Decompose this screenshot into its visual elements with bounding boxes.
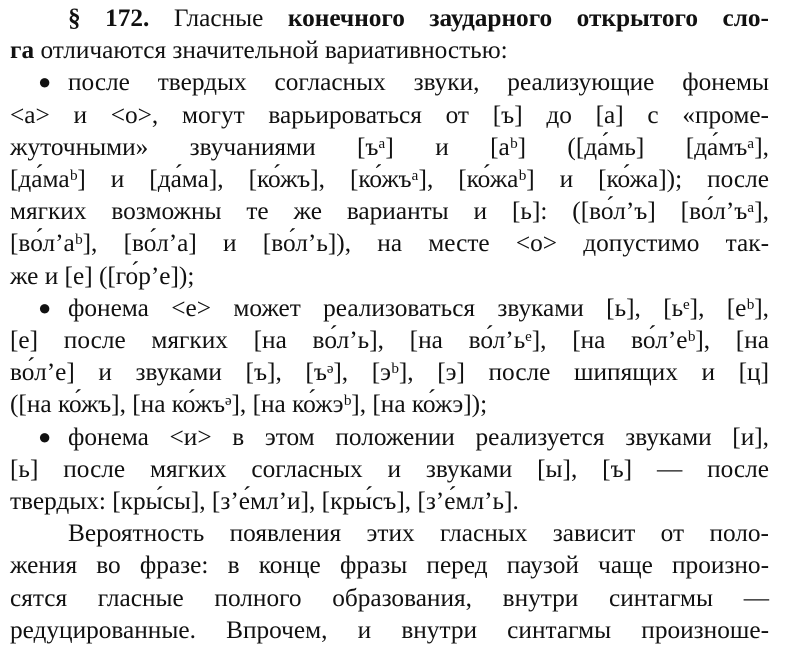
bullet-line: [во́л’аᵇ], [во́л’а] и [во́л’ь]), на месте <о> допустимо так-: [10, 229, 769, 258]
bullet-line: [10, 66, 769, 98]
bullet-icon: ●: [38, 423, 52, 449]
paragraph-line: редуцированные. Впрочем, и внутри синтагмы произноше-: [10, 615, 769, 644]
bullet-line: [да́маᵇ] и [да́ма], [ко́жъ], [ко́жъᵃ], [ко́жаᵇ] и [ко́жа]); после: [10, 165, 769, 194]
paragraph-line: жения во фразе: в конце фразы перед паузой чаще произно-: [10, 551, 769, 580]
bullet-icon: ●: [38, 294, 52, 320]
bullet-text: после твердых согласных звуки, реализующие фонемы: [68, 68, 769, 97]
paragraph-line: Вероятность появления этих гласных зависит от поло-: [68, 519, 769, 548]
bullet-line: [ь] после мягких согласных и звуками [ы], [ъ] — после: [10, 454, 769, 483]
closing-paragraph: [10, 517, 769, 646]
bullet-line: [е] после мягких [на во́л’ь], [на во́л’ьᵉ], [на во́л’еᵇ], [на: [10, 326, 769, 355]
bold-term-end: га: [10, 36, 35, 65]
bullet-line: во́л’е] и звуками [ъ], [ъᵊ], [эᵇ], [э] после шипящих и [ц]: [10, 358, 769, 387]
bullet-item: [10, 292, 769, 421]
bullet-text: фонема <е> может реализоваться звуками [ь], [ьᵉ], [еᵇ],: [68, 293, 769, 322]
bold-term: конечного заударного открытого сло-: [287, 4, 769, 32]
bullet-text: фонема <и> в этом положении реализуется звуками [и],: [68, 422, 769, 451]
paragraph-line: сятся гласные полного образования, внутри синтагмы —: [10, 583, 769, 612]
bullet-item: [10, 421, 769, 518]
bullet-line: же и [е] ([го́р’е]);: [10, 261, 195, 290]
bullet-line: мягких возможны те же варианты и [ь]: ([во́л’ъ] [во́л’ъᵃ],: [10, 197, 769, 226]
bullet-item: [10, 66, 769, 291]
bullet-line: <а> и <о>, могут варьироваться от [ъ] до [а] с «проме-: [10, 100, 769, 129]
bullet-line: ([на ко́жъ], [на ко́жъᵊ], [на ко́жэᵇ], [на ко́жэ]);: [10, 390, 488, 419]
bullet-line: жуточными» звучаниями [ъᵃ] и [аᵇ] ([да́мь] [да́мъᵃ],: [10, 132, 769, 161]
bullet-icon: ●: [38, 69, 52, 95]
bullet-line: [10, 292, 769, 324]
bullet-line: твердых: [кры́сы], [з’е́мл’и], [кры́съ], [з’е́мл’ь].: [10, 487, 519, 516]
section-number: § 172.: [68, 4, 150, 32]
section-heading-line: § 172. Гласные конечного заударного открытого сло-: [68, 4, 769, 32]
bullet-line: [10, 421, 769, 453]
paragraph-line: га отличаются значительной вариативностью:: [10, 36, 508, 65]
